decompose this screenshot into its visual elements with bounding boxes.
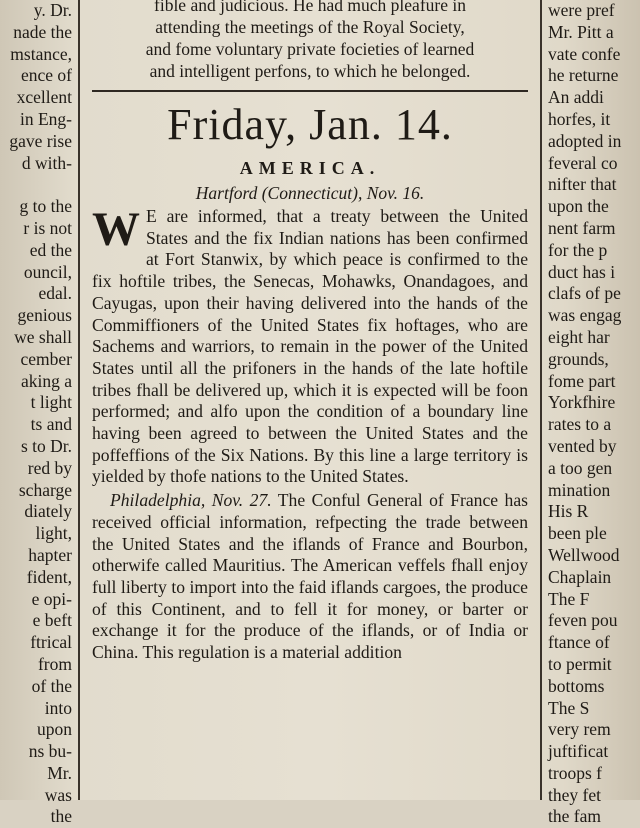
left-column-line: red by [27, 457, 72, 478]
left-column-line: genious [17, 305, 72, 326]
right-column-line: juftificat [548, 741, 609, 762]
right-column-line: very rem [548, 719, 611, 740]
left-column-line: aking a [20, 370, 72, 391]
right-column-line: Yorkfhire [548, 392, 616, 413]
right-column-line: The F [548, 588, 590, 609]
left-column-line: of the [31, 675, 72, 696]
previous-article-ending [86, 0, 534, 82]
left-column-line: r is not [23, 217, 72, 238]
right-column-line: to permit [548, 653, 612, 674]
left-column-line: mstance, [10, 43, 72, 64]
left-column-line: xcellent [16, 87, 72, 108]
left-column-line: light, [35, 523, 72, 544]
right-column-line: they fet [548, 784, 601, 805]
previous-article-line: and fome voluntary private focieties of learned [145, 39, 475, 59]
news-dateline-philadelphia: Philadelphia, Nov. 27. [110, 490, 272, 511]
right-column-line: horfes, it [548, 108, 611, 129]
right-column-line: clafs of pe [548, 283, 621, 304]
right-column-line: An addi [548, 87, 604, 108]
left-column-line: t light [30, 392, 72, 413]
article-hartford-text: E are informed, that a treaty between the United States and the fix Indian nations has been confirmed at Fort Stanwix, by which peace is confirmed to the fix hoftile tribes, the Senecas, Mohawks, Onandagoes, and Cayugas, upon their having delivered into the hands of the Commiffioners of the United States fix hoftages, who are Sachems and warriors, to remain in the power of the United States until all the prifoners in the hands of the late hoftile tribes fhall be delivered up, which it is expected will be foon performed; and alfo upon the condition of a boundary line having been agreed to between the United States and the poffeffions of the Six Nations. By this line a large territory is yielded by thofe nations to the United States. [92, 206, 528, 487]
right-column-line: Chaplain [548, 566, 612, 587]
right-column-line: Mr. Pitt a [548, 21, 614, 42]
left-column-line: e opi- [31, 588, 72, 609]
left-column-line: d with- [21, 152, 72, 173]
left-column-line: upon [37, 719, 72, 740]
left-column-line: y. Dr. [33, 0, 72, 20]
left-column-line: Mr. [47, 762, 72, 783]
left-column-line: from [37, 653, 72, 674]
right-column-line: nifter that [548, 174, 617, 195]
left-column-line: fident, [26, 566, 72, 587]
left-column-line: hapter [28, 544, 72, 565]
right-column-line: eight har [548, 326, 610, 347]
left-column-line: we shall [14, 326, 72, 347]
right-column-line: were pref [548, 0, 615, 20]
right-column-line: he returne [548, 65, 619, 86]
left-column-line: ts and [30, 414, 72, 435]
right-column-line: troops f [548, 762, 602, 783]
left-column-line: into [44, 697, 72, 718]
right-column-line: adopted in [548, 130, 622, 151]
left-column-line: gave rise [9, 130, 72, 151]
right-column-line: bottoms [548, 675, 605, 696]
left-column-line [0, 174, 74, 196]
horizontal-rule [92, 90, 528, 92]
right-column-line: His R [548, 501, 589, 522]
left-column-line: e beft [32, 610, 72, 631]
left-column-line: g to the [19, 196, 72, 217]
right-column-line: mination [548, 479, 611, 500]
left-column-line: ed the [29, 239, 72, 260]
right-column-line: The S [548, 697, 590, 718]
right-column-line: Wellwood [548, 544, 620, 565]
left-column [0, 0, 74, 827]
previous-article-line: and intelligent perfons, to which he belonged. [149, 61, 471, 81]
right-column-line: been ple [548, 523, 607, 544]
right-column-line: the fam [548, 806, 601, 827]
previous-article-line: attending the meetings of the Royal Society, [155, 17, 465, 37]
right-column-line: nent farm [548, 217, 616, 238]
section-heading: AMERICA. [239, 158, 381, 178]
left-column-line: ftrical [30, 632, 72, 653]
left-column-line: diately [24, 501, 72, 522]
left-column-line: scharge [18, 479, 72, 500]
previous-article-line: fible and judicious. He had much pleafure in [154, 0, 466, 15]
drop-cap: W [92, 203, 140, 256]
news-dateline-hartford: Hartford (Connecticut), Nov. 16. [195, 183, 425, 203]
right-column [546, 0, 640, 827]
right-column-line: rates to a [548, 414, 612, 435]
right-column-line: for the p [548, 239, 608, 260]
right-column-line: a too gen [548, 457, 613, 478]
right-column-line: vented by [548, 435, 617, 456]
left-column-line: ns bu- [28, 741, 72, 762]
left-column-line: nade the [13, 21, 72, 42]
article-philadelphia-text: The Conful General of France has received official information, refpecting the trade between the United States and the iflands of France and Bourbon, otherwife called Mauritius. The American veffels fhall enjoy full liberty to import into the faid iflands cargoes, the produce of this Continent, and to fell it for money, or barter or exchange it for the produce of the iflands, or of India or China. This regulation is a material addition [92, 490, 529, 663]
right-column-line: duct has i [548, 261, 616, 282]
right-column-line: feven pou [548, 610, 618, 631]
left-column-line: cember [20, 348, 72, 369]
issue-dateline: Friday, Jan. 14. [167, 100, 453, 149]
left-column-line: in Eng- [19, 108, 72, 129]
column-rule-left [78, 0, 80, 800]
right-column-line: ftance of [548, 632, 610, 653]
left-column-line: edal. [38, 283, 72, 304]
left-column-line: ence of [20, 65, 72, 86]
right-column-line: was engag [548, 305, 622, 326]
right-column-line: feveral co [548, 152, 618, 173]
article-hartford [86, 203, 534, 488]
right-column-line: vate confe [548, 43, 621, 64]
center-column [86, 0, 534, 800]
column-rule-right [540, 0, 542, 800]
right-column-line: grounds, [548, 348, 609, 369]
left-column-line: the [50, 806, 72, 827]
left-column-line: ouncil, [23, 261, 72, 282]
right-column-line: fome part [548, 370, 616, 391]
right-column-line: upon the [548, 196, 609, 217]
article-philadelphia [86, 490, 534, 664]
left-column-line: s to Dr. [20, 435, 72, 456]
left-column-line: was [44, 784, 72, 805]
